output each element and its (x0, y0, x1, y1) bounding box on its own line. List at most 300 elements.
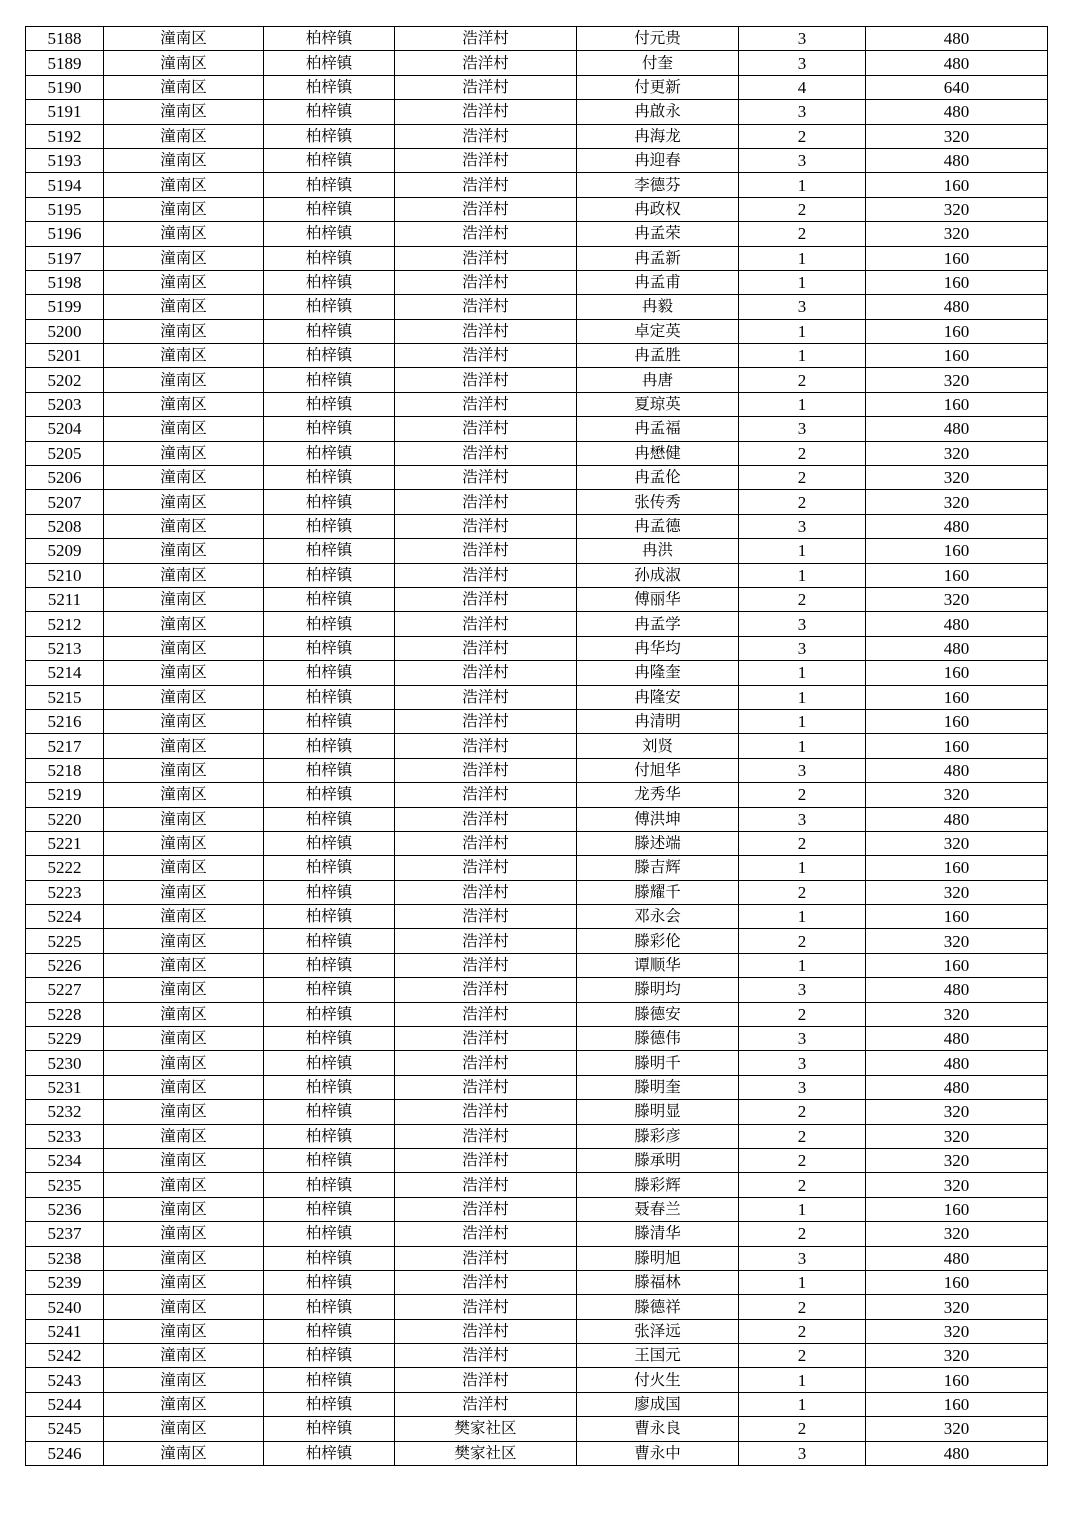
cell-household-count: 2 (739, 1295, 866, 1319)
cell-amount: 480 (866, 612, 1048, 636)
cell-district: 潼南区 (104, 1441, 264, 1465)
cell-town: 柏梓镇 (264, 539, 395, 563)
cell-name: 龙秀华 (577, 783, 739, 807)
cell-household-count: 3 (739, 807, 866, 831)
cell-district: 潼南区 (104, 1222, 264, 1246)
table-row (26, 661, 1048, 685)
cell-household-count: 3 (739, 1075, 866, 1099)
cell-town: 柏梓镇 (264, 417, 395, 441)
cell-village: 浩洋村 (395, 270, 577, 294)
cell-name: 曹永中 (577, 1441, 739, 1465)
cell-district: 潼南区 (104, 539, 264, 563)
cell-household-count: 3 (739, 417, 866, 441)
cell-village: 浩洋村 (395, 905, 577, 929)
cell-name: 冉洪 (577, 539, 739, 563)
cell-district: 潼南区 (104, 685, 264, 709)
cell-household-count: 1 (739, 953, 866, 977)
cell-village: 浩洋村 (395, 1051, 577, 1075)
cell-district: 潼南区 (104, 295, 264, 319)
cell-name: 滕德祥 (577, 1295, 739, 1319)
cell-name: 廖成国 (577, 1392, 739, 1416)
cell-name: 冉唐 (577, 368, 739, 392)
table-row (26, 344, 1048, 368)
cell-household-count: 3 (739, 295, 866, 319)
table-row (26, 636, 1048, 660)
cell-amount: 320 (866, 222, 1048, 246)
table-row (26, 1246, 1048, 1270)
cell-row-number: 5231 (26, 1075, 104, 1099)
cell-name: 滕福林 (577, 1270, 739, 1294)
cell-village: 浩洋村 (395, 1148, 577, 1172)
cell-row-number: 5190 (26, 75, 104, 99)
cell-amount: 320 (866, 880, 1048, 904)
cell-district: 潼南区 (104, 344, 264, 368)
cell-town: 柏梓镇 (264, 661, 395, 685)
cell-household-count: 1 (739, 709, 866, 733)
cell-row-number: 5238 (26, 1246, 104, 1270)
cell-district: 潼南区 (104, 51, 264, 75)
table-row (26, 587, 1048, 611)
cell-amount: 320 (866, 1100, 1048, 1124)
cell-village: 浩洋村 (395, 148, 577, 172)
table-row (26, 75, 1048, 99)
cell-district: 潼南区 (104, 807, 264, 831)
cell-town: 柏梓镇 (264, 953, 395, 977)
cell-row-number: 5202 (26, 368, 104, 392)
cell-district: 潼南区 (104, 368, 264, 392)
cell-amount: 160 (866, 1270, 1048, 1294)
table-row (26, 905, 1048, 929)
cell-town: 柏梓镇 (264, 636, 395, 660)
cell-name: 冉孟胜 (577, 344, 739, 368)
cell-row-number: 5225 (26, 929, 104, 953)
cell-name: 滕明显 (577, 1100, 739, 1124)
cell-amount: 160 (866, 270, 1048, 294)
cell-village: 浩洋村 (395, 1392, 577, 1416)
cell-village: 浩洋村 (395, 514, 577, 538)
cell-amount: 320 (866, 783, 1048, 807)
cell-amount: 160 (866, 392, 1048, 416)
cell-row-number: 5239 (26, 1270, 104, 1294)
cell-row-number: 5246 (26, 1441, 104, 1465)
cell-town: 柏梓镇 (264, 734, 395, 758)
cell-row-number: 5200 (26, 319, 104, 343)
cell-household-count: 3 (739, 978, 866, 1002)
cell-row-number: 5204 (26, 417, 104, 441)
cell-district: 潼南区 (104, 1051, 264, 1075)
cell-town: 柏梓镇 (264, 807, 395, 831)
cell-district: 潼南区 (104, 173, 264, 197)
cell-village: 浩洋村 (395, 295, 577, 319)
cell-row-number: 5234 (26, 1148, 104, 1172)
cell-row-number: 5236 (26, 1197, 104, 1221)
cell-row-number: 5222 (26, 856, 104, 880)
cell-district: 潼南区 (104, 270, 264, 294)
cell-village: 浩洋村 (395, 417, 577, 441)
cell-town: 柏梓镇 (264, 1173, 395, 1197)
cell-amount: 320 (866, 466, 1048, 490)
cell-household-count: 2 (739, 1124, 866, 1148)
cell-town: 柏梓镇 (264, 856, 395, 880)
cell-district: 潼南区 (104, 1173, 264, 1197)
cell-row-number: 5194 (26, 173, 104, 197)
cell-district: 潼南区 (104, 783, 264, 807)
cell-amount: 480 (866, 1027, 1048, 1051)
cell-village: 浩洋村 (395, 709, 577, 733)
table-row (26, 1051, 1048, 1075)
cell-household-count: 2 (739, 368, 866, 392)
table-row (26, 270, 1048, 294)
cell-village: 浩洋村 (395, 636, 577, 660)
table-row (26, 1368, 1048, 1392)
cell-village: 浩洋村 (395, 978, 577, 1002)
cell-name: 滕耀千 (577, 880, 739, 904)
cell-household-count: 2 (739, 466, 866, 490)
cell-town: 柏梓镇 (264, 1270, 395, 1294)
table-row (26, 978, 1048, 1002)
cell-name: 冉迎春 (577, 148, 739, 172)
cell-amount: 480 (866, 295, 1048, 319)
cell-household-count: 2 (739, 1173, 866, 1197)
table-row (26, 148, 1048, 172)
cell-district: 潼南区 (104, 148, 264, 172)
cell-town: 柏梓镇 (264, 1246, 395, 1270)
cell-village: 浩洋村 (395, 685, 577, 709)
cell-row-number: 5191 (26, 100, 104, 124)
cell-row-number: 5219 (26, 783, 104, 807)
table-row (26, 392, 1048, 416)
cell-amount: 160 (866, 173, 1048, 197)
table-row (26, 1441, 1048, 1465)
cell-district: 潼南区 (104, 100, 264, 124)
cell-amount: 480 (866, 807, 1048, 831)
table-row (26, 1173, 1048, 1197)
cell-town: 柏梓镇 (264, 1197, 395, 1221)
table-row (26, 685, 1048, 709)
cell-name: 卓定英 (577, 319, 739, 343)
cell-village: 浩洋村 (395, 1027, 577, 1051)
cell-household-count: 1 (739, 1270, 866, 1294)
cell-district: 潼南区 (104, 1246, 264, 1270)
table-row (26, 1222, 1048, 1246)
cell-amount: 160 (866, 246, 1048, 270)
cell-household-count: 1 (739, 246, 866, 270)
cell-amount: 320 (866, 441, 1048, 465)
cell-town: 柏梓镇 (264, 758, 395, 782)
cell-district: 潼南区 (104, 1417, 264, 1441)
cell-row-number: 5196 (26, 222, 104, 246)
table-row (26, 856, 1048, 880)
cell-district: 潼南区 (104, 319, 264, 343)
cell-village: 浩洋村 (395, 1319, 577, 1343)
cell-amount: 480 (866, 636, 1048, 660)
cell-household-count: 1 (739, 661, 866, 685)
table-row (26, 1417, 1048, 1441)
cell-household-count: 3 (739, 1051, 866, 1075)
cell-village: 樊家社区 (395, 1441, 577, 1465)
cell-household-count: 2 (739, 831, 866, 855)
table-body (26, 27, 1048, 1466)
cell-town: 柏梓镇 (264, 222, 395, 246)
cell-household-count: 1 (739, 563, 866, 587)
cell-village: 浩洋村 (395, 612, 577, 636)
table-row (26, 222, 1048, 246)
cell-name: 曹永良 (577, 1417, 739, 1441)
cell-village: 浩洋村 (395, 124, 577, 148)
cell-household-count: 2 (739, 783, 866, 807)
cell-household-count: 2 (739, 222, 866, 246)
table-row (26, 1392, 1048, 1416)
cell-household-count: 3 (739, 612, 866, 636)
cell-town: 柏梓镇 (264, 1368, 395, 1392)
cell-district: 潼南区 (104, 514, 264, 538)
cell-district: 潼南区 (104, 1392, 264, 1416)
cell-name: 谭顺华 (577, 953, 739, 977)
cell-amount: 160 (866, 344, 1048, 368)
table-row (26, 1148, 1048, 1172)
cell-name: 邓永会 (577, 905, 739, 929)
cell-household-count: 1 (739, 1392, 866, 1416)
cell-row-number: 5205 (26, 441, 104, 465)
cell-row-number: 5218 (26, 758, 104, 782)
cell-row-number: 5220 (26, 807, 104, 831)
cell-district: 潼南区 (104, 417, 264, 441)
cell-amount: 320 (866, 1319, 1048, 1343)
cell-household-count: 2 (739, 587, 866, 611)
cell-town: 柏梓镇 (264, 75, 395, 99)
cell-village: 浩洋村 (395, 344, 577, 368)
subsidy-table (25, 26, 1048, 1466)
cell-amount: 480 (866, 978, 1048, 1002)
cell-row-number: 5211 (26, 587, 104, 611)
cell-district: 潼南区 (104, 1100, 264, 1124)
cell-town: 柏梓镇 (264, 124, 395, 148)
cell-village: 浩洋村 (395, 563, 577, 587)
cell-town: 柏梓镇 (264, 978, 395, 1002)
table-row (26, 441, 1048, 465)
cell-row-number: 5210 (26, 563, 104, 587)
cell-town: 柏梓镇 (264, 685, 395, 709)
cell-household-count: 2 (739, 490, 866, 514)
cell-name: 冉孟学 (577, 612, 739, 636)
cell-village: 浩洋村 (395, 1197, 577, 1221)
cell-district: 潼南区 (104, 1148, 264, 1172)
cell-name: 冉孟甫 (577, 270, 739, 294)
cell-village: 浩洋村 (395, 734, 577, 758)
cell-town: 柏梓镇 (264, 880, 395, 904)
cell-household-count: 1 (739, 734, 866, 758)
cell-town: 柏梓镇 (264, 709, 395, 733)
cell-row-number: 5192 (26, 124, 104, 148)
cell-district: 潼南区 (104, 1075, 264, 1099)
table-row (26, 295, 1048, 319)
cell-name: 聂春兰 (577, 1197, 739, 1221)
cell-household-count: 1 (739, 856, 866, 880)
cell-town: 柏梓镇 (264, 270, 395, 294)
cell-amount: 160 (866, 1392, 1048, 1416)
cell-amount: 160 (866, 953, 1048, 977)
cell-row-number: 5197 (26, 246, 104, 270)
cell-village: 浩洋村 (395, 1002, 577, 1026)
table-row (26, 27, 1048, 51)
cell-name: 滕明奎 (577, 1075, 739, 1099)
cell-household-count: 3 (739, 148, 866, 172)
cell-name: 滕吉辉 (577, 856, 739, 880)
cell-district: 潼南区 (104, 905, 264, 929)
cell-village: 浩洋村 (395, 1222, 577, 1246)
cell-row-number: 5223 (26, 880, 104, 904)
cell-row-number: 5216 (26, 709, 104, 733)
cell-town: 柏梓镇 (264, 1344, 395, 1368)
cell-district: 潼南区 (104, 27, 264, 51)
cell-village: 浩洋村 (395, 51, 577, 75)
cell-row-number: 5195 (26, 197, 104, 221)
cell-household-count: 1 (739, 685, 866, 709)
cell-district: 潼南区 (104, 1319, 264, 1343)
cell-district: 潼南区 (104, 75, 264, 99)
cell-district: 潼南区 (104, 441, 264, 465)
cell-row-number: 5226 (26, 953, 104, 977)
cell-name: 冉孟新 (577, 246, 739, 270)
cell-row-number: 5189 (26, 51, 104, 75)
cell-name: 孙成淑 (577, 563, 739, 587)
cell-amount: 320 (866, 124, 1048, 148)
cell-amount: 480 (866, 51, 1048, 75)
cell-household-count: 1 (739, 905, 866, 929)
cell-town: 柏梓镇 (264, 197, 395, 221)
cell-town: 柏梓镇 (264, 1222, 395, 1246)
cell-row-number: 5212 (26, 612, 104, 636)
cell-amount: 480 (866, 1075, 1048, 1099)
cell-household-count: 3 (739, 1027, 866, 1051)
cell-town: 柏梓镇 (264, 612, 395, 636)
cell-village: 浩洋村 (395, 1075, 577, 1099)
cell-town: 柏梓镇 (264, 344, 395, 368)
cell-district: 潼南区 (104, 246, 264, 270)
cell-amount: 320 (866, 1417, 1048, 1441)
cell-household-count: 2 (739, 197, 866, 221)
cell-row-number: 5235 (26, 1173, 104, 1197)
cell-row-number: 5214 (26, 661, 104, 685)
cell-row-number: 5229 (26, 1027, 104, 1051)
table-row (26, 563, 1048, 587)
cell-household-count: 1 (739, 344, 866, 368)
cell-amount: 160 (866, 734, 1048, 758)
cell-household-count: 2 (739, 1148, 866, 1172)
cell-household-count: 1 (739, 270, 866, 294)
cell-name: 冉孟德 (577, 514, 739, 538)
cell-name: 王国元 (577, 1344, 739, 1368)
table-row (26, 953, 1048, 977)
cell-village: 浩洋村 (395, 783, 577, 807)
cell-row-number: 5243 (26, 1368, 104, 1392)
cell-household-count: 2 (739, 1222, 866, 1246)
cell-household-count: 3 (739, 27, 866, 51)
cell-row-number: 5213 (26, 636, 104, 660)
cell-amount: 160 (866, 539, 1048, 563)
cell-household-count: 1 (739, 392, 866, 416)
cell-household-count: 2 (739, 124, 866, 148)
cell-district: 潼南区 (104, 1197, 264, 1221)
cell-district: 潼南区 (104, 1270, 264, 1294)
cell-row-number: 5224 (26, 905, 104, 929)
cell-district: 潼南区 (104, 222, 264, 246)
table-row (26, 783, 1048, 807)
cell-amount: 320 (866, 1344, 1048, 1368)
cell-amount: 160 (866, 1197, 1048, 1221)
table-row (26, 1100, 1048, 1124)
cell-town: 柏梓镇 (264, 831, 395, 855)
cell-name: 傅丽华 (577, 587, 739, 611)
cell-town: 柏梓镇 (264, 51, 395, 75)
cell-town: 柏梓镇 (264, 514, 395, 538)
table-row (26, 734, 1048, 758)
cell-amount: 480 (866, 514, 1048, 538)
cell-amount: 320 (866, 929, 1048, 953)
table-row (26, 124, 1048, 148)
cell-name: 夏琼英 (577, 392, 739, 416)
cell-district: 潼南区 (104, 709, 264, 733)
cell-district: 潼南区 (104, 734, 264, 758)
table-row (26, 1197, 1048, 1221)
table-row (26, 368, 1048, 392)
cell-name: 冉孟福 (577, 417, 739, 441)
cell-amount: 320 (866, 1148, 1048, 1172)
cell-district: 潼南区 (104, 124, 264, 148)
cell-amount: 160 (866, 905, 1048, 929)
table-row (26, 319, 1048, 343)
cell-household-count: 3 (739, 1441, 866, 1465)
cell-district: 潼南区 (104, 636, 264, 660)
cell-village: 浩洋村 (395, 807, 577, 831)
cell-row-number: 5227 (26, 978, 104, 1002)
cell-name: 冉清明 (577, 709, 739, 733)
cell-district: 潼南区 (104, 1027, 264, 1051)
cell-amount: 480 (866, 758, 1048, 782)
cell-town: 柏梓镇 (264, 490, 395, 514)
cell-district: 潼南区 (104, 392, 264, 416)
cell-village: 浩洋村 (395, 319, 577, 343)
cell-name: 付更新 (577, 75, 739, 99)
cell-household-count: 3 (739, 51, 866, 75)
cell-household-count: 1 (739, 1197, 866, 1221)
cell-town: 柏梓镇 (264, 905, 395, 929)
cell-row-number: 5209 (26, 539, 104, 563)
table-row (26, 1075, 1048, 1099)
cell-village: 浩洋村 (395, 1295, 577, 1319)
cell-town: 柏梓镇 (264, 246, 395, 270)
cell-amount: 160 (866, 1368, 1048, 1392)
table-row (26, 758, 1048, 782)
cell-row-number: 5198 (26, 270, 104, 294)
cell-amount: 160 (866, 319, 1048, 343)
cell-name: 冉华均 (577, 636, 739, 660)
cell-household-count: 2 (739, 1344, 866, 1368)
cell-row-number: 5201 (26, 344, 104, 368)
cell-district: 潼南区 (104, 197, 264, 221)
cell-village: 浩洋村 (395, 880, 577, 904)
cell-town: 柏梓镇 (264, 587, 395, 611)
cell-amount: 480 (866, 1246, 1048, 1270)
cell-town: 柏梓镇 (264, 368, 395, 392)
cell-district: 潼南区 (104, 929, 264, 953)
cell-name: 张传秀 (577, 490, 739, 514)
cell-town: 柏梓镇 (264, 1100, 395, 1124)
cell-village: 浩洋村 (395, 1270, 577, 1294)
table-row (26, 1124, 1048, 1148)
table-row (26, 173, 1048, 197)
cell-town: 柏梓镇 (264, 466, 395, 490)
